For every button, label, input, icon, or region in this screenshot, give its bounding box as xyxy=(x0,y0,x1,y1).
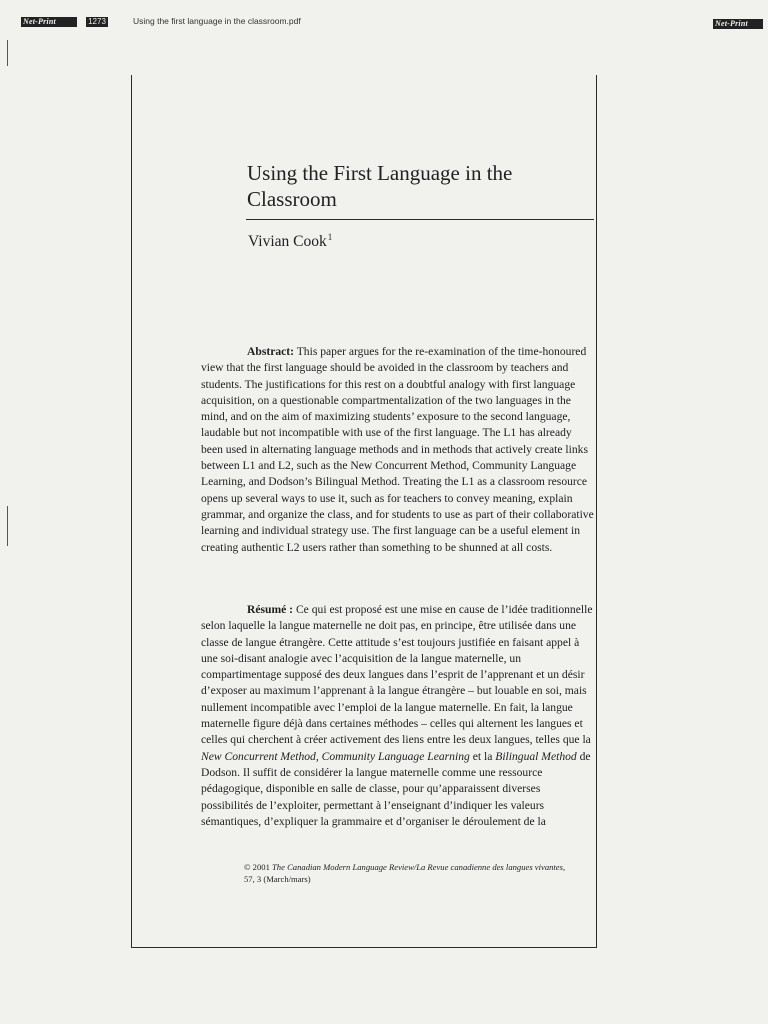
scan-margin-mark xyxy=(7,40,8,66)
author-name xyxy=(248,232,332,251)
title-divider xyxy=(246,219,594,220)
netprint-logo-right: Net-Print xyxy=(713,19,763,29)
print-header xyxy=(0,0,768,36)
journal-issue: 57, 3 (March/mars) xyxy=(244,873,311,884)
page-number-box: 1273 xyxy=(86,17,108,27)
copyright-footnote xyxy=(244,862,589,885)
author-name-text: Vivian Cook xyxy=(248,233,327,250)
copyright-symbol-year: © 2001 xyxy=(244,862,270,872)
document-filename: Using the first language in the classroom.pdf xyxy=(133,16,301,26)
scan-margin-mark xyxy=(7,506,8,546)
article-title: Using the First Language in the Classroom xyxy=(247,161,513,211)
resume-paragraph xyxy=(201,602,594,830)
resume-italic-method: Bilingual Method xyxy=(495,749,577,763)
abstract-text: This paper argues for the re-examination of the time-honoured view that the first language should be avoided in the classroom by teachers and students. The justifications for this rest on a doubtful analogy with first language acquisition, on a questionable compartmentalization of the two languages in the mind, and on the aim of maximizing students’ exposure to the second language, laudable but not incompatible with use of the first language. The L1 has already been used in alternating language methods and in methods that actively create links between L1 and L2, such as the New Concurrent Method, Community Language Learning, and Dodson’s Bilingual Method. Treating the L1 as a classroom resource opens up several ways to use it, such as for teachers to convey meaning, explain grammar, and organize the class, and for students to use as part of their collaborative learning and individual strategy use. The first language can be a useful element in creating authentic L2 users rather than something to be shunned at all costs. xyxy=(201,345,594,554)
resume-text: de Dodson. Il suffit de considérer la langue maternelle comme une ressource pédagogique, disponible en salle de classe, pour qu’apparaissent diverses possibilités de l’exploiter, permettant à l’enseignant d’indiquer les valeurs sémantiques, d’expliquer la grammaire et d’organiser le déroulement de la xyxy=(201,749,591,828)
resume-text: Ce qui est proposé est une mise en cause de l’idée traditionnelle selon laquelle la langue maternelle ne doit pas, en principe, être utilisée dans une classe de langue étrangère. Cette attitude s’est toujours justifiée en faisant appel à une soi-disant analogie avec l’acquisition de la langue maternelle, un compartimentage supposé des deux langues dans l’esprit de l’apprenant et un désir d’exposer au maximum l’apprenant à la langue étrangère – but louable en soi, mais nullement incompatible avec l’emploi de la langue maternelle. En fait, la langue maternelle figure déjà dans certaines méthodes – celles qui alternent les langues et celles qui cherchent à créer activement des liens entre les deux langues, telles que la xyxy=(201,603,593,747)
resume-italic-methods: New Concurrent Method, Community Language Learning xyxy=(201,749,470,763)
author-footnote-marker: 1 xyxy=(327,232,333,242)
journal-name: The Canadian Modern Language Review/La Revue canadienne des langues vivantes, xyxy=(272,862,566,872)
resume-label: Résumé : xyxy=(247,603,294,616)
resume-text: et la xyxy=(472,749,493,763)
netprint-logo-left: Net-Print xyxy=(21,17,77,27)
abstract-paragraph xyxy=(201,344,594,556)
abstract-label: Abstract: xyxy=(247,345,295,358)
